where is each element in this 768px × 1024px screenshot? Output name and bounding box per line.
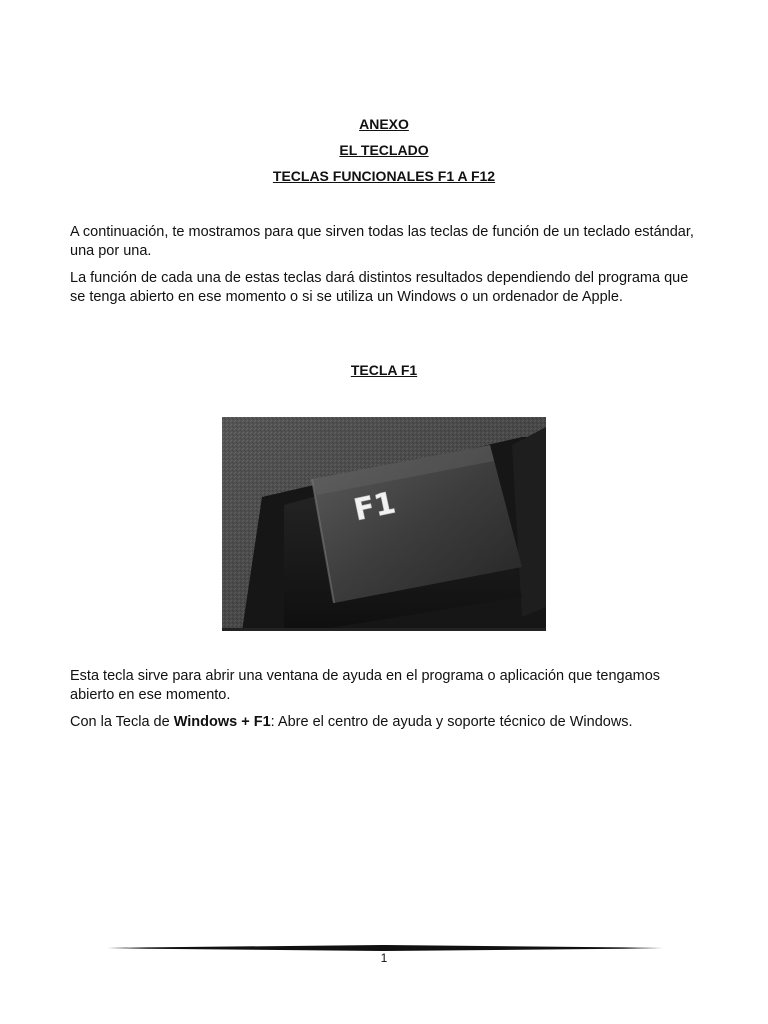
intro-paragraph-2: La función de cada una de estas teclas dará distintos resultados dependiendo del programa que se tenga abierto en ese momento o si se utiliza un Windows o un ordenador de Apple.	[70, 270, 689, 305]
f1-key-label: F1	[350, 485, 399, 529]
section-f1-heading: TECLA F1	[350, 362, 418, 378]
annex-heading: ANEXO	[359, 116, 409, 132]
combo-keys: Windows + F1	[173, 714, 271, 730]
footer-divider	[107, 940, 663, 950]
subtitle-heading: TECLAS FUNCIONALES F1 A F12	[272, 168, 496, 184]
f1-combo-sentence	[70, 713, 700, 732]
page-number: 1	[380, 951, 388, 965]
combo-prefix: Con la Tecla de	[70, 714, 174, 730]
f1-key-photo	[222, 417, 546, 631]
topic-heading: EL TECLADO	[339, 142, 429, 158]
f1-description: Esta tecla sirve para abrir una ventana de ayuda en el programa o aplicación que tengamos abierto en ese momento.	[70, 668, 661, 703]
combo-suffix: : Abre el centro de ayuda y soporte técnico de Windows.	[270, 714, 633, 730]
intro-paragraph-1: A continuación, te mostramos para que sirven todas las teclas de función de un teclado estándar, una por una.	[70, 224, 694, 259]
